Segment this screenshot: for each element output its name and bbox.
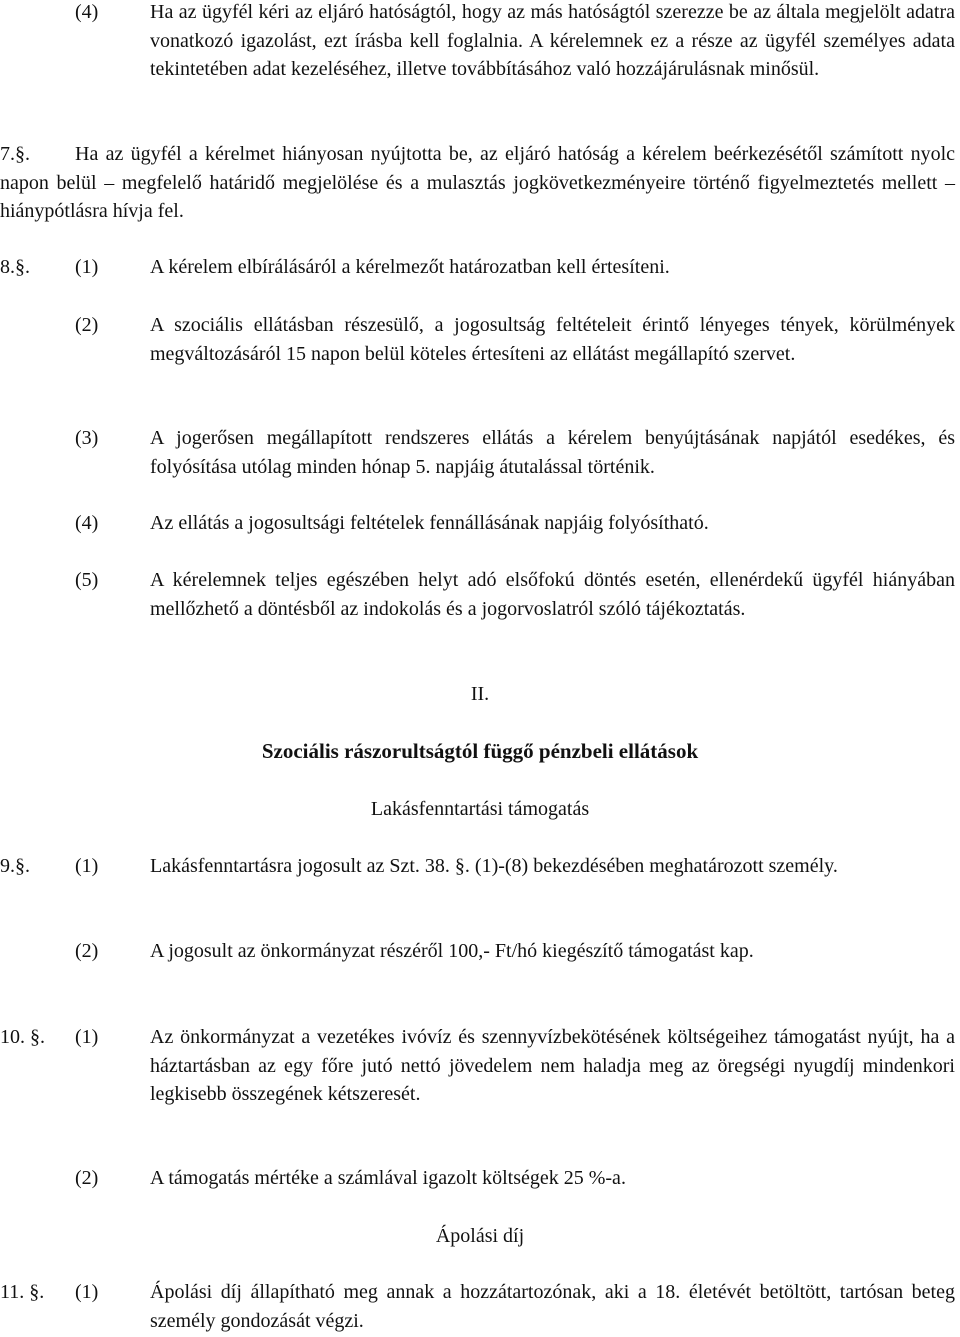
paragraph-text: A szociális ellátásban részesülő, a jogosultság feltételeit érintő lényeges tények, körülmények megváltozásáról 15 napon belül köteles értesíteni az ellátást megállapító szervet.: [150, 314, 955, 365]
paragraph-number: (1): [75, 1281, 99, 1303]
paragraph-number: (1): [75, 855, 99, 877]
paragraph-text: A kérelemnek teljes egészében helyt adó elsőfokú döntés esetén, ellenérdekű ügyfél hiányában mellőzhető a döntésből az indokolás és a jogorvoslatról szóló tájékoztatás.: [150, 569, 955, 620]
paragraph-text: Lakásfenntartásra jogosult az Szt. 38. §. (1)-(8) bekezdésében meghatározott személy.: [150, 855, 838, 877]
subsection-title: Ápolási díj: [435, 1225, 525, 1247]
section-number: 8.§.: [0, 256, 30, 278]
paragraph-number: (5): [75, 569, 99, 591]
paragraph-number: (1): [75, 256, 99, 278]
chapter-title: Szociális rászorultságtól függő pénzbeli ellátások: [261, 739, 699, 763]
paragraph-number: (3): [75, 427, 99, 449]
section-number: 7.§.: [0, 143, 30, 165]
section-number: 10. §.: [0, 1026, 45, 1048]
paragraph-number: (4): [75, 512, 99, 534]
paragraph-number: (1): [75, 1026, 99, 1048]
section-text: Ha az ügyfél a kérelmet hiányosan nyújtotta be, az eljáró hatóság a kérelem beérkezésétől számított nyolc napon belül – megfelelő határidő megjelölése és a mulasztás jogkövetkezményeire történő figyelmeztetés mellett – hiánypótlásra hívja fel.: [0, 143, 955, 222]
paragraph-text: A támogatás mértéke a számlával igazolt költségek 25 %-a.: [150, 1167, 626, 1189]
paragraph-number: (2): [75, 314, 99, 336]
paragraph-number: (2): [75, 940, 99, 962]
paragraph-number: (4): [75, 1, 99, 23]
paragraph-text: Az ellátás a jogosultsági feltételek fennállásának napjáig folyósítható.: [150, 512, 709, 534]
section-number: 11. §.: [0, 1281, 45, 1303]
paragraph-text: A kérelem elbírálásáról a kérelmezőt határozatban kell értesíteni.: [150, 256, 670, 278]
paragraph-text: Ha az ügyfél kéri az eljáró hatóságtól, hogy az más hatóságtól szerezze be az általa megjelölt adatra vonatkozó igazolást, ezt írásba kell foglalnia. A kérelemnek ez a része az ügyfél személyes adata tekintetében adat kezeléséhez, illetve továbbításához való hozzájárulásnak minősül.: [150, 1, 955, 80]
paragraph-text: A jogerősen megállapított rendszeres ellátás a kérelem benyújtásának napjától esedékes, és folyósítása utólag minden hónap 5. napjáig átutalással történik.: [150, 427, 955, 478]
paragraph-text: A jogosult az önkormányzat részéről 100,- Ft/hó kiegészítő támogatást kap.: [150, 940, 754, 962]
part-number: II.: [470, 683, 490, 705]
section-number: 9.§.: [0, 855, 30, 877]
paragraph-number: (2): [75, 1167, 99, 1189]
paragraph-text: Az önkormányzat a vezetékes ivóvíz és szennyvízbekötésének költségeihez támogatást nyújt, ha a háztartásban az egy főre jutó nettó jövedelem nem haladja meg az öregségi nyugdíj mindenkori legkisebb összegének kétszeresét.: [150, 1026, 955, 1105]
subsection-title: Lakásfenntartási támogatás: [370, 798, 590, 820]
paragraph-text: Ápolási díj állapítható meg annak a hozzátartozónak, aki a 18. életévét betöltött, tartósan beteg személy gondozását végzi.: [150, 1281, 955, 1332]
